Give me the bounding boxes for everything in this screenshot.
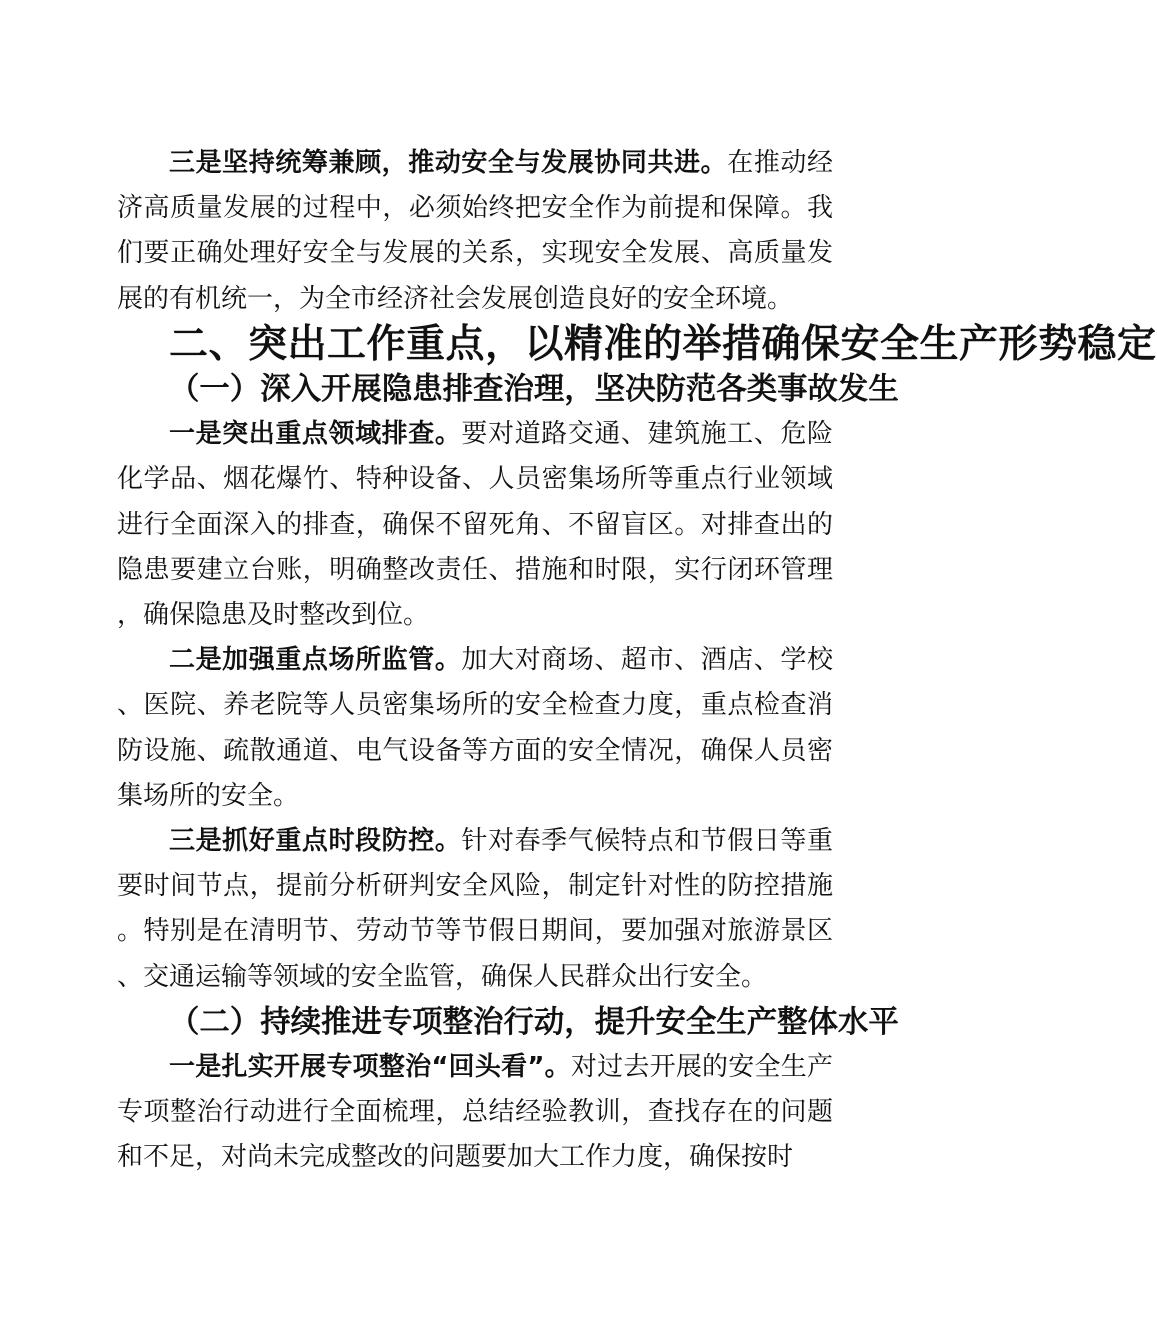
paragraph-lead: 三是抓好重点时段防控。 — [169, 826, 462, 857]
paragraph-special-rectification-review — [117, 1045, 833, 1181]
section-heading-two: 二、突出工作重点，以精准的举措确保安全生产形势稳定 — [169, 321, 1157, 367]
document-body — [117, 141, 1157, 1181]
paragraph-body: 要对道路交通、建筑施工、危险化学品、烟花爆竹、特种设备、人员密集场所等重点行业领域进行全面深入的排查，确保不留死角、不留盲区。对排查出的隐患要建立台账，明确整改责任、措施和时限，实行闭环管理，确保隐患及时整改到位。 — [117, 419, 833, 631]
paragraph-body: 在推动经济高质量发展的过程中，必须始终把安全作为前提和保障。我们要正确处理好安全与发展的关系，实现安全发展、高质量发展的有机统一，为全市经济社会发展创造良好的安全环境。 — [117, 148, 833, 314]
subsection-heading-two: （二）持续推进专项整治行动，提升安全生产整体水平 — [169, 1003, 899, 1040]
paragraph-lead: 一是扎实开展专项整治“回头看”。 — [169, 1052, 571, 1083]
paragraph-lead: 一是突出重点领域排查。 — [169, 419, 462, 450]
paragraph-key-venue-supervision — [117, 638, 833, 819]
paragraph-coordinate-safety-development — [117, 141, 833, 322]
paragraph-lead: 二是加强重点场所监管。 — [169, 645, 462, 676]
paragraph-key-area-inspection — [117, 412, 833, 638]
paragraph-key-period-control — [117, 819, 833, 1000]
subsection-heading-one: （一）深入开展隐患排查治理，坚决防范各类事故发生 — [169, 371, 899, 408]
paragraph-body: 针对春季气候特点和节假日等重要时间节点，提前分析研判安全风险，制定针对性的防控措施。特别是在清明节、劳动节等节假日期间，要加强对旅游景区、交通运输等领域的安全监管，确保人民群众出行安全。 — [117, 826, 833, 992]
paragraph-lead: 三是坚持统筹兼顾，推动安全与发展协同共进。 — [169, 148, 728, 178]
paragraph-body: 加大对商场、超市、酒店、学校、医院、养老院等人员密集场所的安全检查力度，重点检查消防设施、疏散通道、电气设备等方面的安全情况，确保人员密集场所的安全。 — [117, 645, 833, 811]
paragraph-body: 对过去开展的安全生产专项整治行动进行全面梳理，总结经验教训，查找存在的问题和不足，对尚未完成整改的问题要加大工作力度，确保按时 — [117, 1052, 833, 1173]
